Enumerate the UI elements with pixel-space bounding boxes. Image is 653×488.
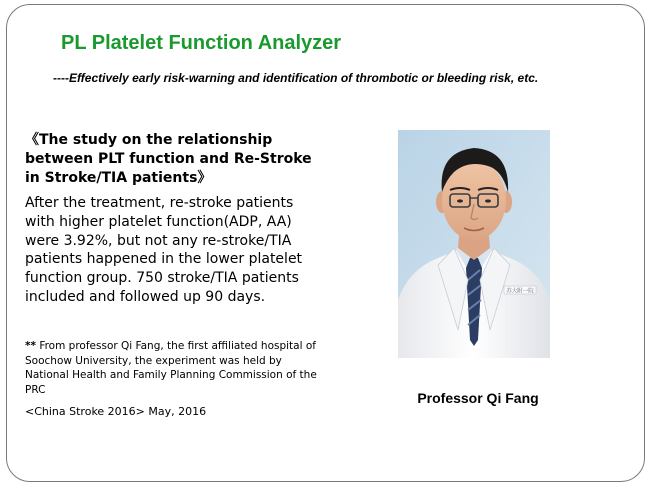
portrait-image [398,130,550,358]
badge-text: 苏大附一院 [506,288,534,295]
citation: <China Stroke 2016> May, 2016 [25,405,207,418]
note-marker: ** [25,340,36,352]
source-note [25,339,325,397]
slide-title: PL Platelet Function Analyzer [61,32,342,54]
note-text: From professor Qi Fang, the first affiliated hospital of Soochow University, the experiment was held by National Health and Family Planning Commission of the PRC [25,340,317,396]
slide-subtitle: ----Effectively early risk-warning and identification of thrombotic or bleeding risk, etc. [53,71,539,85]
photo-caption: Professor Qi Fang [417,390,539,406]
professor-photo [398,130,550,358]
study-body: After the treatment, re-stroke patients with higher platelet function(ADP, AA) were 3.92%, but not any re-stroke/TIA patients happened in the lower platelet function group. 750 stroke/TIA patients included and followed up 90 days. [25,195,303,305]
study-title: 《The study on the relationship between PLT function and Re-Stroke in Stroke/TIA patients》 [25,132,312,186]
